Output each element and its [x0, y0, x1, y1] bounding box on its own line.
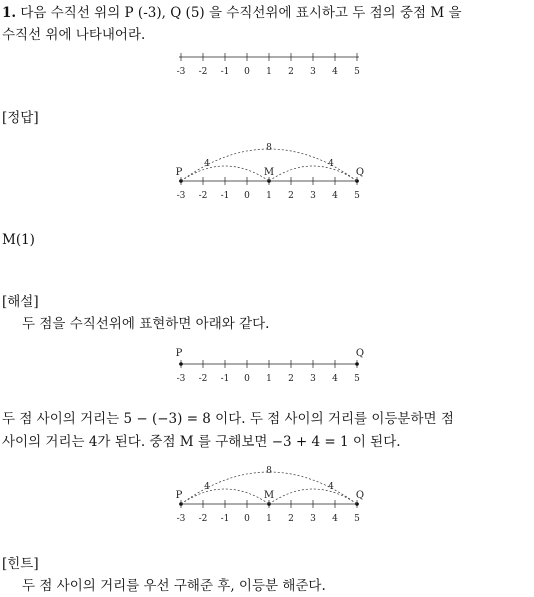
- fig2-label-p: P: [175, 167, 183, 178]
- fig4-tick-label: -1: [220, 514, 230, 524]
- fig2-tick-label: 2: [288, 191, 294, 201]
- fig2-tick-label: 0: [244, 191, 250, 201]
- answer-heading: [정답]: [2, 110, 39, 126]
- fig4-tick-label: 5: [354, 514, 360, 524]
- fig1-tick-label: 3: [310, 67, 316, 77]
- fig3-tick-label: 4: [332, 374, 338, 384]
- fig3-point-q: [355, 362, 359, 366]
- problem-line-2: 수직선 위에 나타내어라.: [2, 27, 146, 43]
- fig2-tick-label: -3: [176, 191, 186, 201]
- fig2-label-right: 4: [328, 159, 334, 169]
- fig2-tick-label: 5: [354, 191, 360, 201]
- fig2-tick-label: -2: [198, 191, 208, 201]
- fig3-label-q: Q: [355, 348, 365, 359]
- explanation-line-1: 두 점을 수직선위에 표현하면 아래와 같다.: [22, 316, 270, 332]
- fig1-tick-label: 5: [354, 67, 360, 77]
- fig1-tick-label: -3: [176, 67, 186, 77]
- fig4-label-left: 4: [204, 482, 210, 492]
- hint-line-1: 두 점 사이의 거리를 우선 구해준 후, 이등분 해준다.: [22, 578, 326, 594]
- fig4-tick-label: 3: [310, 514, 316, 524]
- fig4-label-total: 8: [266, 466, 272, 476]
- fig3-tick-label: 0: [244, 374, 250, 384]
- fig1-tick-label: 1: [266, 67, 272, 77]
- fig3-label-p: P: [175, 348, 183, 359]
- fig2-label-left: 4: [204, 159, 210, 169]
- fig4-label-q: Q: [355, 490, 365, 501]
- fig3-tick-label: -3: [176, 374, 186, 384]
- fig1-tick-label: -1: [220, 67, 230, 77]
- problem-number: 1.: [2, 5, 17, 21]
- fig3-tick-label: 5: [354, 374, 360, 384]
- problem-line-1: 다음 수직선 위의 P (-3), Q (5) 을 수직선위에 표시하고 두 점의 중점 M 을: [20, 5, 462, 21]
- fig1-tick-label: 2: [288, 67, 294, 77]
- fig4-tick-label: -2: [198, 514, 208, 524]
- fig1-tick-label: 4: [332, 67, 338, 77]
- fig2-tick-label: 3: [310, 191, 316, 201]
- fig3-tick-label: 3: [310, 374, 316, 384]
- fig4-tick-label: 2: [288, 514, 294, 524]
- fig1-tick-label: 0: [244, 67, 250, 77]
- explanation-line-3: 사이의 거리는 4가 된다. 중점 M 를 구해보면 −3 + 4 = 1 이 된다.: [2, 434, 401, 450]
- explanation-line-2: 두 점 사이의 거리는 5 − (−3) = 8 이다. 두 점 사이의 거리를 이등분하면 점: [2, 411, 454, 427]
- hint-heading: [힌트]: [2, 556, 39, 572]
- answer-result: M(1): [2, 232, 35, 248]
- fig2-label-q: Q: [355, 167, 365, 178]
- fig4-tick-label: 1: [266, 514, 272, 524]
- fig2-tick-label: 1: [266, 191, 272, 201]
- fig4-label-m: M: [263, 490, 275, 501]
- fig4-tick-label: 0: [244, 514, 250, 524]
- fig4-tick-label: -3: [176, 514, 186, 524]
- explanation-heading: [해설]: [2, 294, 39, 310]
- fig3-point-p: [179, 362, 183, 366]
- fig1-tick-label: -2: [198, 67, 208, 77]
- fig3-tick-label: 1: [266, 374, 272, 384]
- fig4-label-p: P: [175, 490, 183, 501]
- fig2-tick-label: 4: [332, 191, 338, 201]
- fig2-tick-label: -1: [220, 191, 230, 201]
- fig3-tick-label: -1: [220, 374, 230, 384]
- fig4-label-right: 4: [328, 482, 334, 492]
- fig2-label-m: M: [263, 167, 275, 178]
- fig2-label-total: 8: [266, 143, 272, 153]
- fig3-tick-label: 2: [288, 374, 294, 384]
- fig4-tick-label: 4: [332, 514, 338, 524]
- fig3-tick-label: -2: [198, 374, 208, 384]
